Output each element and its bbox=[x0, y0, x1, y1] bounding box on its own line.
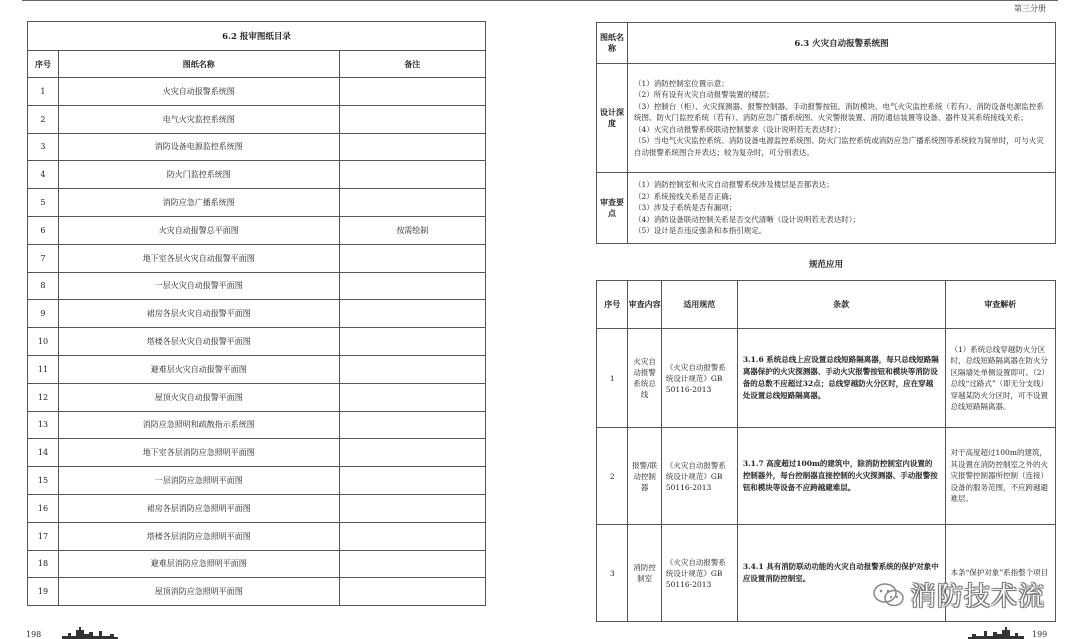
row-note bbox=[339, 411, 485, 439]
design-line: （2）所有设有火灾自动报警装置的楼层； bbox=[634, 90, 774, 100]
drawing-name: 塔楼各层消防应急照明平面图 bbox=[58, 522, 339, 550]
drawing-name-label: 图纸名称 bbox=[597, 23, 628, 64]
row-note bbox=[339, 494, 485, 522]
drawing-name: 一层火灾自动报警平面图 bbox=[58, 272, 339, 300]
wechat-icon bbox=[872, 582, 906, 608]
review-points-content bbox=[628, 173, 1056, 244]
design-line: （1）消防控制室位置示意； bbox=[634, 78, 729, 88]
row-note bbox=[339, 550, 485, 578]
spec-col-analysis: 审查解析 bbox=[945, 281, 1055, 329]
drawing-list-table bbox=[27, 21, 486, 606]
review-line: （2）系统接线关系是否正确； bbox=[634, 191, 737, 201]
spec-col-clause: 条款 bbox=[737, 281, 945, 329]
drawing-name: 裙房各层消防应急照明平面图 bbox=[58, 494, 339, 522]
table-row bbox=[28, 78, 486, 106]
design-line: （4）火灾自动报警系统联动控制要求（设计说明若无表达时）； bbox=[634, 124, 846, 134]
drawing-name: 地下室各层消防应急照明平面图 bbox=[58, 439, 339, 467]
page-number-right: 199 bbox=[1032, 630, 1048, 639]
row-number: 10 bbox=[28, 328, 59, 356]
drawing-list-caption: 6.2 报审图纸目录 bbox=[28, 22, 486, 51]
drawing-name: 防火门监控系统图 bbox=[58, 161, 339, 189]
row-note bbox=[339, 189, 485, 217]
volume-label: 第三分册 bbox=[1014, 4, 1046, 13]
row-number: 13 bbox=[28, 411, 59, 439]
row-number: 12 bbox=[28, 383, 59, 411]
drawing-title: 6.3 火灾自动报警系统图 bbox=[628, 23, 1056, 64]
col-header-name: 图纸名称 bbox=[58, 51, 339, 78]
row-number: 6 bbox=[28, 216, 59, 244]
row-number: 16 bbox=[28, 494, 59, 522]
drawing-name: 一层消防应急照明平面图 bbox=[58, 467, 339, 495]
spec-analysis: 对于高度超过100m的建筑，其设置在消防控制室之外的火灾报警控制器所控制（连接）设备的服务范围，不应跨越避难层。 bbox=[945, 428, 1055, 525]
table-row bbox=[28, 216, 486, 244]
row-number: 1 bbox=[28, 78, 59, 106]
row-number: 9 bbox=[28, 300, 59, 328]
spec-analysis: （1）系统总线穿越防火分区时，总线短路隔离器在防火分区隔墙处单侧设置即可。（2）总线“过路式”（即无分支线）穿越某防火分区时，可不设置总线短路隔离器。 bbox=[945, 329, 1055, 428]
drawing-name: 消防设备电源监控系统图 bbox=[58, 133, 339, 161]
review-line: （4）消防设备联动控制关系是否交代清晰（设计说明若无表达时）； bbox=[634, 214, 861, 224]
spec-content: 火灾自动报警系统总线 bbox=[628, 329, 661, 428]
review-points-label: 审查要点 bbox=[597, 173, 628, 244]
spec-col-standard: 适用规范 bbox=[661, 281, 737, 329]
drawing-name: 裙房各层火灾自动报警平面图 bbox=[58, 300, 339, 328]
row-note bbox=[339, 105, 485, 133]
spec-clause: 3.4.1 具有消防联动功能的火灾自动报警系统的保护对象中应设置消防控制室。 bbox=[737, 525, 945, 622]
table-row bbox=[28, 244, 486, 272]
design-depth-content bbox=[628, 64, 1056, 173]
spec-row bbox=[597, 329, 1056, 428]
row-number: 4 bbox=[28, 161, 59, 189]
row-note bbox=[339, 78, 485, 106]
table-row bbox=[28, 105, 486, 133]
row-number: 14 bbox=[28, 439, 59, 467]
design-line: （5）当电气火灾监控系统、消防设备电源监控系统图、防火门监控系统或消防应急广播系统图等系统较为简单时，可与火灾自动报警系统图合并表达；较为复杂时，可分别表达。 bbox=[634, 136, 1044, 157]
row-note bbox=[339, 522, 485, 550]
review-line: （1）消防控制室和火灾自动报警系统涉及楼层是否都表达； bbox=[634, 180, 834, 190]
table-row bbox=[28, 383, 486, 411]
row-note bbox=[339, 467, 485, 495]
row-number: 18 bbox=[28, 550, 59, 578]
table-row bbox=[28, 494, 486, 522]
table-row bbox=[28, 439, 486, 467]
review-line: （5）设计是否违反强条和本指引规定。 bbox=[634, 226, 767, 236]
row-note bbox=[339, 578, 485, 606]
row-note bbox=[339, 439, 485, 467]
row-note bbox=[339, 272, 485, 300]
spec-row bbox=[597, 428, 1056, 525]
spec-analysis: 本条“保护对象”系指整个项目 bbox=[945, 525, 1055, 622]
row-number: 7 bbox=[28, 244, 59, 272]
spec-section-title: 规范应用 bbox=[808, 260, 843, 270]
table-row bbox=[28, 300, 486, 328]
spec-application-table bbox=[596, 280, 1056, 622]
spec-no: 3 bbox=[597, 525, 628, 622]
row-number: 2 bbox=[28, 105, 59, 133]
row-note bbox=[339, 355, 485, 383]
system-diagram-table bbox=[596, 22, 1056, 244]
row-note bbox=[339, 328, 485, 356]
drawing-name: 塔楼各层火灾自动报警平面图 bbox=[58, 328, 339, 356]
drawing-name: 屋顶火灾自动报警平面图 bbox=[58, 383, 339, 411]
watermark bbox=[872, 576, 1045, 613]
row-note: 按需绘制 bbox=[339, 216, 485, 244]
spec-content: 消防控制室 bbox=[628, 525, 661, 622]
row-number: 5 bbox=[28, 189, 59, 217]
spec-content: 报警/联动控制器 bbox=[628, 428, 661, 525]
row-note bbox=[339, 383, 485, 411]
review-line: （3）涉及子系统是否有漏项； bbox=[634, 203, 737, 213]
spec-col-content: 审查内容 bbox=[628, 281, 661, 329]
spec-standard: 《火灾自动报警系统设计规范》GB 50116-2013 bbox=[661, 329, 737, 428]
row-number: 19 bbox=[28, 578, 59, 606]
table-row bbox=[28, 189, 486, 217]
spec-no: 1 bbox=[597, 329, 628, 428]
table-row bbox=[28, 328, 486, 356]
spec-no: 2 bbox=[597, 428, 628, 525]
table-row bbox=[28, 578, 486, 606]
spec-col-no: 序号 bbox=[597, 281, 628, 329]
spec-standard: 《火灾自动报警系统设计规范》GB 50116-2013 bbox=[661, 525, 737, 622]
drawing-name: 火灾自动报警总平面图 bbox=[58, 216, 339, 244]
drawing-name: 火灾自动报警系统图 bbox=[58, 78, 339, 106]
table-row bbox=[28, 133, 486, 161]
table-row bbox=[28, 161, 486, 189]
spec-clause: 3.1.6 系统总线上应设置总线短路隔离器，每只总线短路隔离器保护的火灾探测器、手动火灾报警按钮和模块等消防设备的总数不应超过32点；总线穿越防火分区时，应在穿越处设置总线短路隔离器。 bbox=[737, 329, 945, 428]
row-note bbox=[339, 133, 485, 161]
design-line: （3）控制台（柜）、火灾探测器、报警控制器、手动报警按钮、消防模块、电气火灾监控系统（若有）、消防设备电源监控系统图、防火门监控系统（若有）、消防应急广播系统图、火灾警报装置、消防通信装置等设备、器件及其系统接线关系； bbox=[634, 101, 1044, 123]
drawing-name: 消防应急照明和疏散指示系统图 bbox=[58, 411, 339, 439]
col-header-note: 备注 bbox=[339, 51, 485, 78]
drawing-name: 避难层消防应急照明平面图 bbox=[58, 550, 339, 578]
table-row bbox=[28, 411, 486, 439]
drawing-name: 屋顶消防应急照明平面图 bbox=[58, 578, 339, 606]
drawing-name: 消防应急广播系统图 bbox=[58, 189, 339, 217]
skyline-ornament-right bbox=[968, 627, 1024, 639]
table-row bbox=[28, 522, 486, 550]
spec-standard: 《火灾自动报警系统设计规范》GB 50116-2013 bbox=[661, 428, 737, 525]
row-number: 15 bbox=[28, 467, 59, 495]
table-row bbox=[28, 550, 486, 578]
row-note bbox=[339, 161, 485, 189]
drawing-name: 电气火灾监控系统图 bbox=[58, 105, 339, 133]
row-note bbox=[339, 244, 485, 272]
page-number-left: 198 bbox=[26, 630, 42, 639]
table-row bbox=[28, 272, 486, 300]
drawing-name: 避难层火灾自动报警平面图 bbox=[58, 355, 339, 383]
row-number: 3 bbox=[28, 133, 59, 161]
watermark-text: 消防技术流 bbox=[910, 582, 1046, 612]
top-rule bbox=[22, 0, 1058, 1]
spec-clause: 3.1.7 高度超过100m的建筑中，除消防控制室内设置的控制器外，每台控制器直接控制的火灾探测器、手动报警按钮和模块等设备不应跨越避难层。 bbox=[737, 428, 945, 525]
row-number: 17 bbox=[28, 522, 59, 550]
row-note bbox=[339, 300, 485, 328]
col-header-no: 序号 bbox=[28, 51, 59, 78]
skyline-ornament-left bbox=[62, 627, 118, 639]
row-number: 8 bbox=[28, 272, 59, 300]
row-number: 11 bbox=[28, 355, 59, 383]
drawing-name: 地下室各层火灾自动报警平面图 bbox=[58, 244, 339, 272]
design-depth-label: 设计深度 bbox=[597, 64, 628, 173]
table-row bbox=[28, 467, 486, 495]
table-row bbox=[28, 355, 486, 383]
